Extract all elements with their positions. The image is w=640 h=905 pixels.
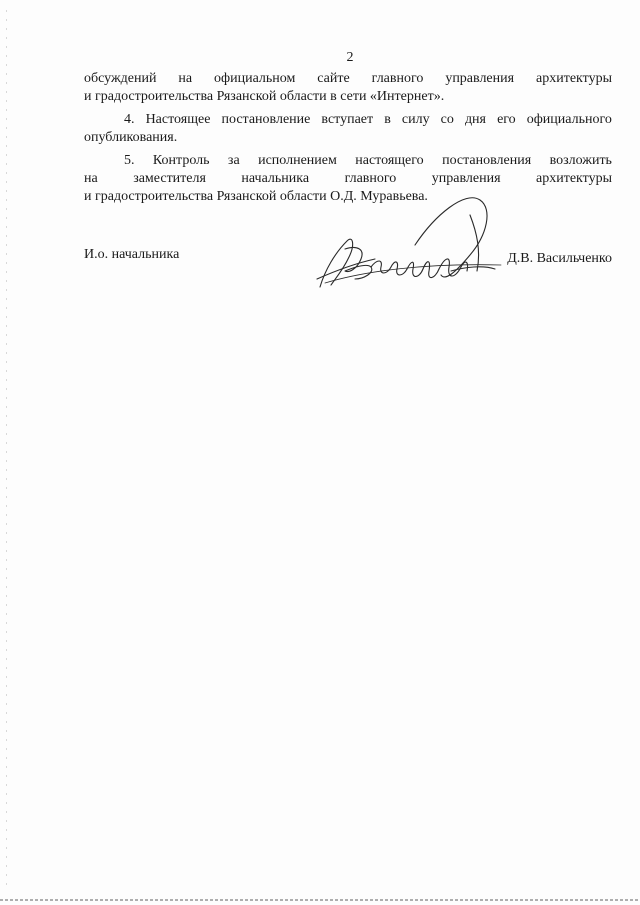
signatory-title: И.о. начальника	[84, 247, 180, 262]
text-line: 4. Настоящее постановление вступает в силу со дня его официального	[124, 112, 612, 127]
paragraph-continuation	[84, 70, 612, 106]
scan-edge-left	[6, 10, 7, 890]
signatory-name: Д.В. Васильченко	[507, 251, 612, 266]
handwritten-signature	[305, 175, 505, 300]
paragraph-item-4	[84, 111, 612, 147]
text-line: на заместителя начальника главного управления архитектуры	[84, 171, 612, 186]
page-number: 2	[346, 50, 354, 65]
text-line: 5. Контроль за исполнением настоящего постановления возложить	[124, 153, 612, 168]
text-line: обсуждений на официальном сайте главного управления архитектуры	[84, 71, 612, 86]
text-line: и градостроительства Рязанской области О.Д. Муравьева.	[84, 189, 428, 204]
scan-edge-bottom	[0, 899, 640, 901]
text-line: и градостроительства Рязанской области в сети «Интернет».	[84, 89, 445, 104]
text-line: опубликования.	[84, 130, 178, 145]
